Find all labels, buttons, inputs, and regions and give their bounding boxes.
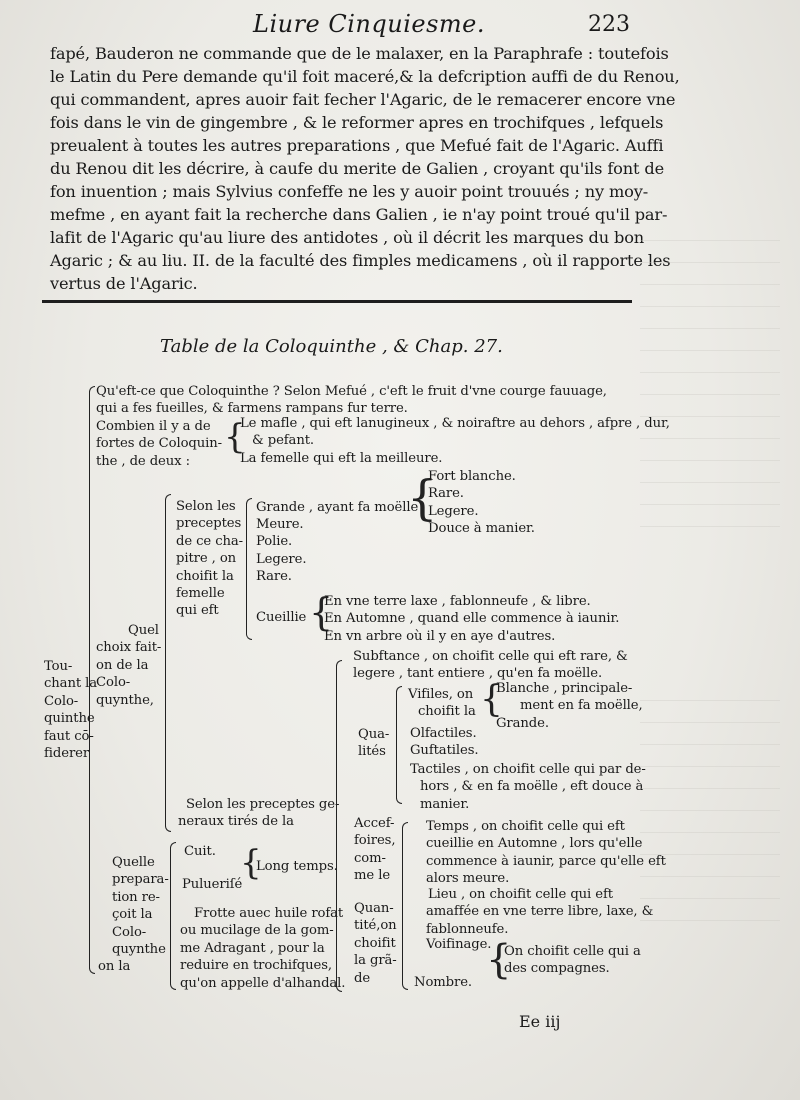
visibles-label: Vifiles, on choifit la xyxy=(408,687,476,720)
voisinage-text: Voifinage. xyxy=(426,937,492,952)
body-line: fapé, Bauderon ne commande que de le malaxer, en la Paraphrafe : toutefois xyxy=(50,44,669,63)
sorts-label: Combien il y a de fortes de Coloquin- the , de deux : xyxy=(96,419,223,469)
page-number: 223 xyxy=(588,12,630,37)
lieu-text: Lieu , on choifit celle qui eft amaffée en vne terre libre, laxe, & fablonneufe. xyxy=(426,887,654,937)
long-temps-brace: { xyxy=(240,843,262,883)
substance-text: Subftance , on choifit celle qui eft rare, & legere , tant entiere , qu'en fa moëlle. xyxy=(353,649,628,682)
body-line: qui commandent, apres auoir fait fecher l'Agaric, de le remacerer encore vne xyxy=(50,90,676,109)
body-line: preualent à toutes les autres preparations , que Mefué fait de l'Agaric. Auffi xyxy=(50,136,664,155)
cueillie-brace: { xyxy=(309,590,334,634)
quantity-label: Quan- tité,on choifit la grã- de xyxy=(354,901,397,986)
olfactiles-text: Olfactiles. xyxy=(410,726,477,741)
body-line: le Latin du Pere demande qu'il foit maceré,& la defcription auffi de du Renou, xyxy=(50,67,680,86)
qualities-brace xyxy=(396,686,402,804)
choice-label: Quel choix fait- on de la Colo- quynthe, xyxy=(96,623,162,708)
body-line: du Renou dit les décrire, à caufe du merite de Galien , croyant qu'ils font de xyxy=(50,159,665,178)
visibles-list: Blanche , principale- ment en fa moëlle, Grande. xyxy=(496,681,643,731)
bleed-through xyxy=(640,240,780,540)
preparation-brace xyxy=(170,842,176,990)
body-line: lafit de l'Agaric qu'au liure des antidotes , où il décrit les marques du bon xyxy=(50,228,645,247)
compagnes-brace: { xyxy=(486,937,512,983)
sorts-list: Le mafle , qui eft lanugineux , & noiraftre au dehors , afpre , dur, & pefant. La femelle qui eft la meilleure. xyxy=(240,416,670,466)
signature-mark: Ee iij xyxy=(519,1012,561,1031)
puluerise-text: Pulueriſé xyxy=(182,877,243,892)
preparation-label: Quelle prepara- tion re- çoit la Colo- quynthe on la xyxy=(98,855,169,975)
question-definition: Qu'eft-ce que Coloquinthe ? Selon Mefué , c'eft le fruit d'vne courge fauuage, qui a fes fueilles, & farmens rampans fur terre. xyxy=(96,384,607,417)
long-temps-text: Long temps. xyxy=(256,859,338,874)
chapter-precepts-label: Selon les preceptes de ce cha- pitre , on choifit la femelle qui eft xyxy=(176,499,244,619)
body-line: mefme , en ayant fait la recherche dans Galien , ie n'ay point troué qu'il par- xyxy=(50,205,668,224)
qualities-label: Qua- lités xyxy=(358,727,390,760)
grande-text: Grande , ayant fa moëlle xyxy=(256,500,419,515)
visibles-brace: { xyxy=(480,679,503,720)
frotte-text: Frotte auec huile rofat ou mucilage de la gom- me Adragant , pour la reduire en trochifques, qu'on appelle d'alhandal. xyxy=(180,906,346,991)
root-label: Tou- chant la Colo- quinthe faut cō- fiderer xyxy=(44,659,98,762)
bleed-through xyxy=(640,700,780,940)
section-rule xyxy=(42,300,632,303)
cueillie-label: Cueillie xyxy=(256,610,307,625)
body-line: fois dans le vin de gingembre , & le reformer apres en trochifques , lefquels xyxy=(50,113,664,132)
cuit-text: Cuit. xyxy=(184,844,216,859)
gustatiles-text: Guftatiles. xyxy=(410,743,479,758)
cueillie-list: En vne terre laxe , fablonneufe , & libre. En Automne , quand elle commence à iaunir. En vn arbre où il y en aye d'autres. xyxy=(324,594,620,644)
choice-brace xyxy=(165,494,171,832)
temps-text: Temps , on choifit celle qui eft cueillie en Automne , lors qu'elle commence à iaunir, parce qu'elle eft alors meure. xyxy=(426,819,666,887)
female-brace xyxy=(246,498,252,640)
body-line: Agaric ; & au liu. II. de la faculté des fimples medicamens , où il rapporte les xyxy=(50,251,671,270)
body-line: fon inuention ; mais Sylvius confeffe ne les y auoir point trouués ; ny moy- xyxy=(50,182,649,201)
grande-brace: { xyxy=(407,470,438,526)
general-precepts-label: Selon les preceptes ge- neraux tirés de la xyxy=(178,797,340,830)
female-props: Meure. Polie. Legere. Rare. xyxy=(256,517,307,585)
running-title: Liure Cinquiesme. xyxy=(253,10,485,38)
compagnes-text: On choifit celle qui a des compagnes. xyxy=(504,944,641,977)
sorts-brace: { xyxy=(224,417,246,457)
accessories-brace xyxy=(402,822,408,990)
nombre-text: Nombre. xyxy=(414,975,473,990)
grande-props: Fort blanche. Rare. Legere. Douce à manier. xyxy=(428,469,535,537)
tactiles-text: Tactiles , on choifit celle qui par de- hors , & en fa moëlle , eft douce à manier. xyxy=(410,762,646,812)
accessories-label: Accef- foires, com- me le xyxy=(354,816,396,884)
table-title: Table de la Coloquinthe , & Chap. 27. xyxy=(160,336,503,357)
main-brace xyxy=(89,386,95,974)
body-line: vertus de l'Agaric. xyxy=(50,274,198,293)
